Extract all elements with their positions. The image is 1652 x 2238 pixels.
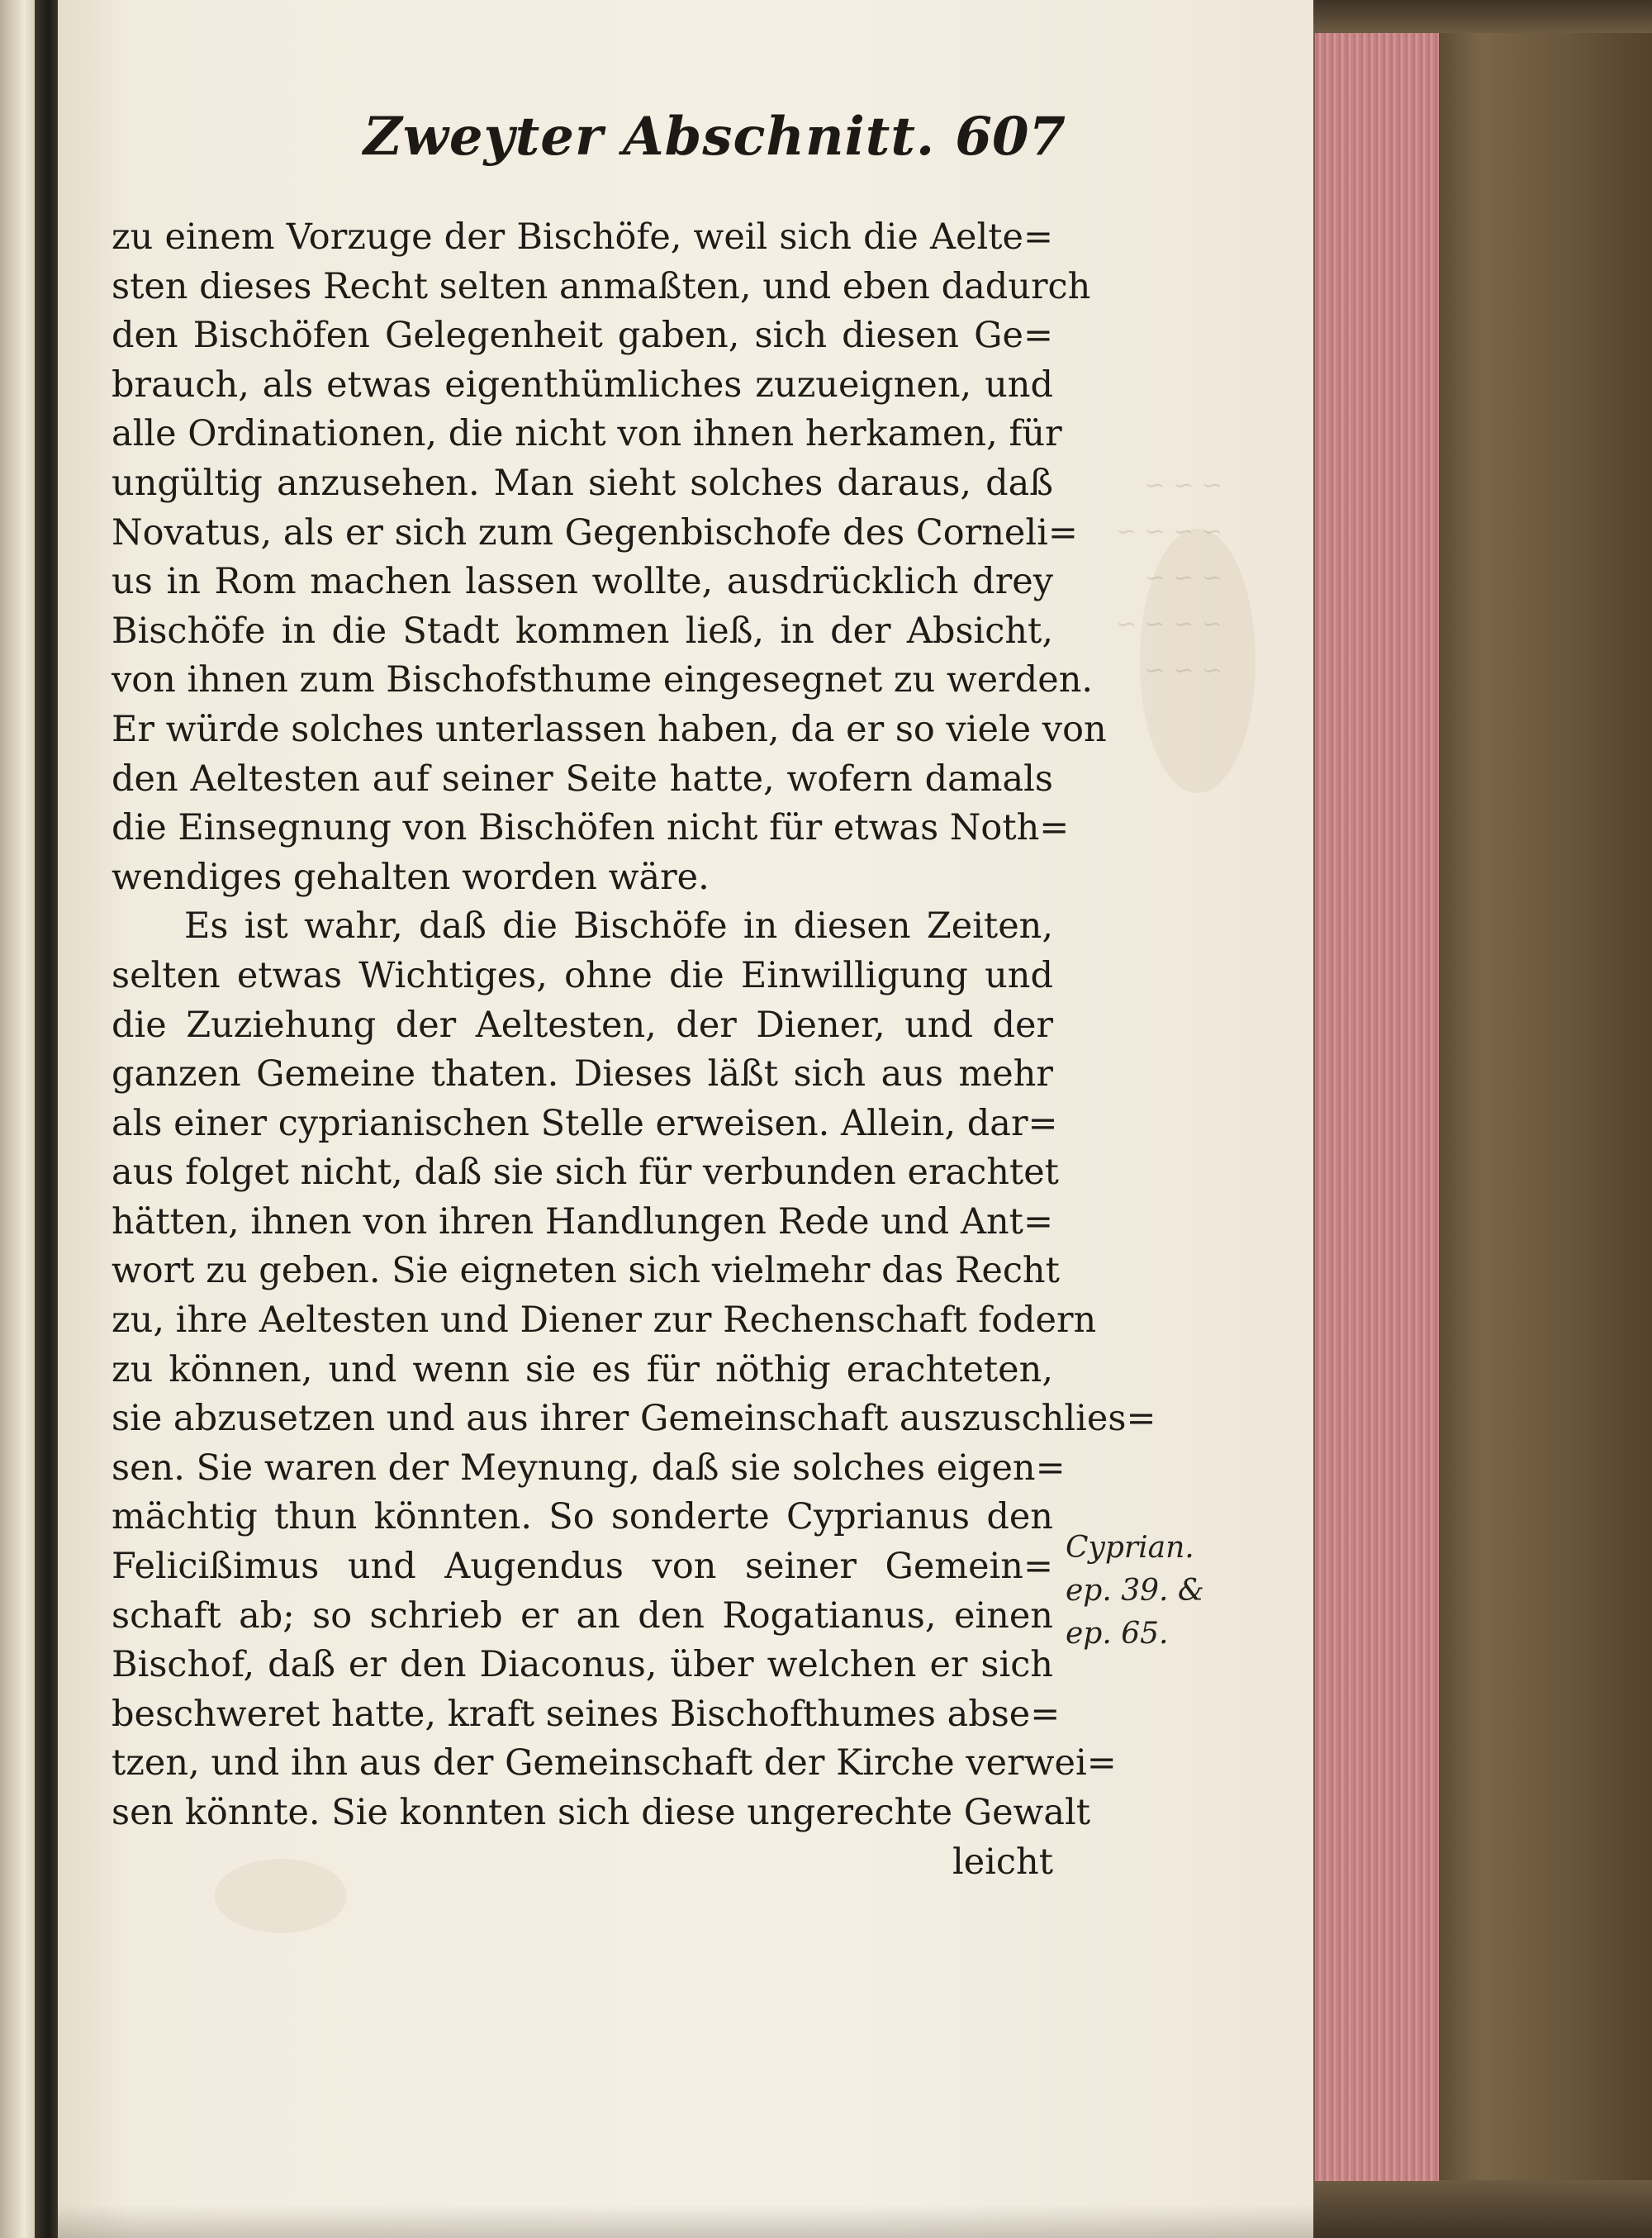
text-line: hätten, ihnen von ihren Handlungen Rede und Ant= <box>112 1200 1053 1243</box>
text-line: us in Rom machen lassen wollte, ausdrücklich drey <box>112 561 1053 603</box>
text-line: Felicißimus und Augendus von seiner Gemein= <box>112 1546 1053 1588</box>
red-fore-edge <box>1313 33 1439 2181</box>
text-line: als einer cyprianischen Stelle erweisen. Allein, dar= <box>112 1102 1058 1144</box>
text-line: schaft ab; so schrieb er an den Rogatianus, einen <box>112 1594 1053 1637</box>
text-line: den Aeltesten auf seiner Seite hatte, wofern damals <box>112 758 1053 800</box>
text-line: wendiges gehalten worden wäre. <box>112 856 710 898</box>
running-head: Zweyter Abschnitt. <box>363 106 936 168</box>
text-line: Bischof, daß er den Diaconus, über welchen er sich <box>112 1644 1053 1686</box>
page-number: 607 <box>955 106 1066 168</box>
text-line: zu einem Vorzuge der Bischöfe, weil sich die Aelte= <box>112 216 1053 258</box>
text-line: tzen, und ihn aus der Gemeinschaft der Kirche verwei= <box>112 1742 1117 1784</box>
text-line: Novatus, als er sich zum Gegenbischofe des Corneli= <box>112 511 1078 554</box>
text-line: Er würde solches unterlassen haben, da er so viele von <box>112 708 1107 750</box>
paragraph-start-line: Es ist wahr, daß die Bischöfe in diesen Zeiten, <box>184 905 1053 948</box>
text-line: die Einsegnung von Bischöfen nicht für etwas Noth= <box>112 807 1070 849</box>
bleed-through-text: ~ ~ ~ ~ ~ ~ ~ ~ ~ ~ ~ ~ ~ ~ ~ ~ ~ <box>1115 471 1222 685</box>
text-line: wort zu geben. Sie eigneten sich vielmehr das Recht <box>112 1250 1060 1292</box>
text-line: beschweret hatte, kraft seines Bischofthumes abse= <box>112 1693 1061 1735</box>
page-header <box>363 106 1066 180</box>
book-cover <box>1437 0 1652 2238</box>
catchword: leicht <box>952 1841 1053 1883</box>
text-line: mächtig thun könnten. So sonderte Cyprianus den <box>112 1496 1053 1538</box>
page-shadow <box>58 2205 1313 2238</box>
text-line: brauch, als etwas eigenthümliches zuzueignen, und <box>112 363 1053 406</box>
text-line: aus folget nicht, daß sie sich für verbunden erachtet <box>112 1152 1059 1194</box>
marginal-note <box>1066 1527 1214 1656</box>
cover-bottom-edge <box>1313 2180 1652 2238</box>
text-line: selten etwas Wichtiges, ohne die Einwilligung und <box>112 954 1053 996</box>
left-page-edge <box>0 0 35 2238</box>
text-line: sten dieses Recht selten anmaßten, und eben dadurch <box>112 265 1091 307</box>
text-line: Bischöfe in die Stadt kommen ließ, in der Absicht, <box>112 610 1053 652</box>
text-line: zu können, und wenn sie es für nöthig erachteten, <box>112 1348 1053 1390</box>
text-line: ungültig anzusehen. Man sieht solches daraus, daß <box>112 462 1053 504</box>
text-line: den Bischöfen Gelegenheit gaben, sich diesen Ge= <box>112 315 1053 357</box>
marginal-note-line: ep. 39. & <box>1066 1574 1204 1608</box>
text-line: ganzen Gemeine thaten. Dieses läßt sich aus mehr <box>112 1053 1053 1095</box>
text-line: die Zuziehung der Aeltesten, der Diener, und der <box>112 1004 1053 1046</box>
book-gutter <box>35 0 58 2238</box>
marginal-note-line: ep. 65. <box>1066 1617 1169 1651</box>
text-line: von ihnen zum Bischofsthume eingesegnet zu werden. <box>112 659 1094 701</box>
text-line: zu, ihre Aeltesten und Diener zur Rechenschaft fodern <box>112 1300 1097 1342</box>
marginal-note-line: Cyprian. <box>1066 1531 1194 1565</box>
cover-top-edge <box>1313 0 1652 33</box>
text-line: sie abzusetzen und aus ihrer Gemeinschaft auszuschlies= <box>112 1398 1156 1440</box>
text-line: alle Ordinationen, die nicht von ihnen herkamen, für <box>112 413 1062 455</box>
text-line: sen. Sie waren der Meynung, daß sie solches eigen= <box>112 1447 1066 1489</box>
text-line: sen könnte. Sie konnten sich diese ungerechte Gewalt <box>112 1792 1090 1833</box>
